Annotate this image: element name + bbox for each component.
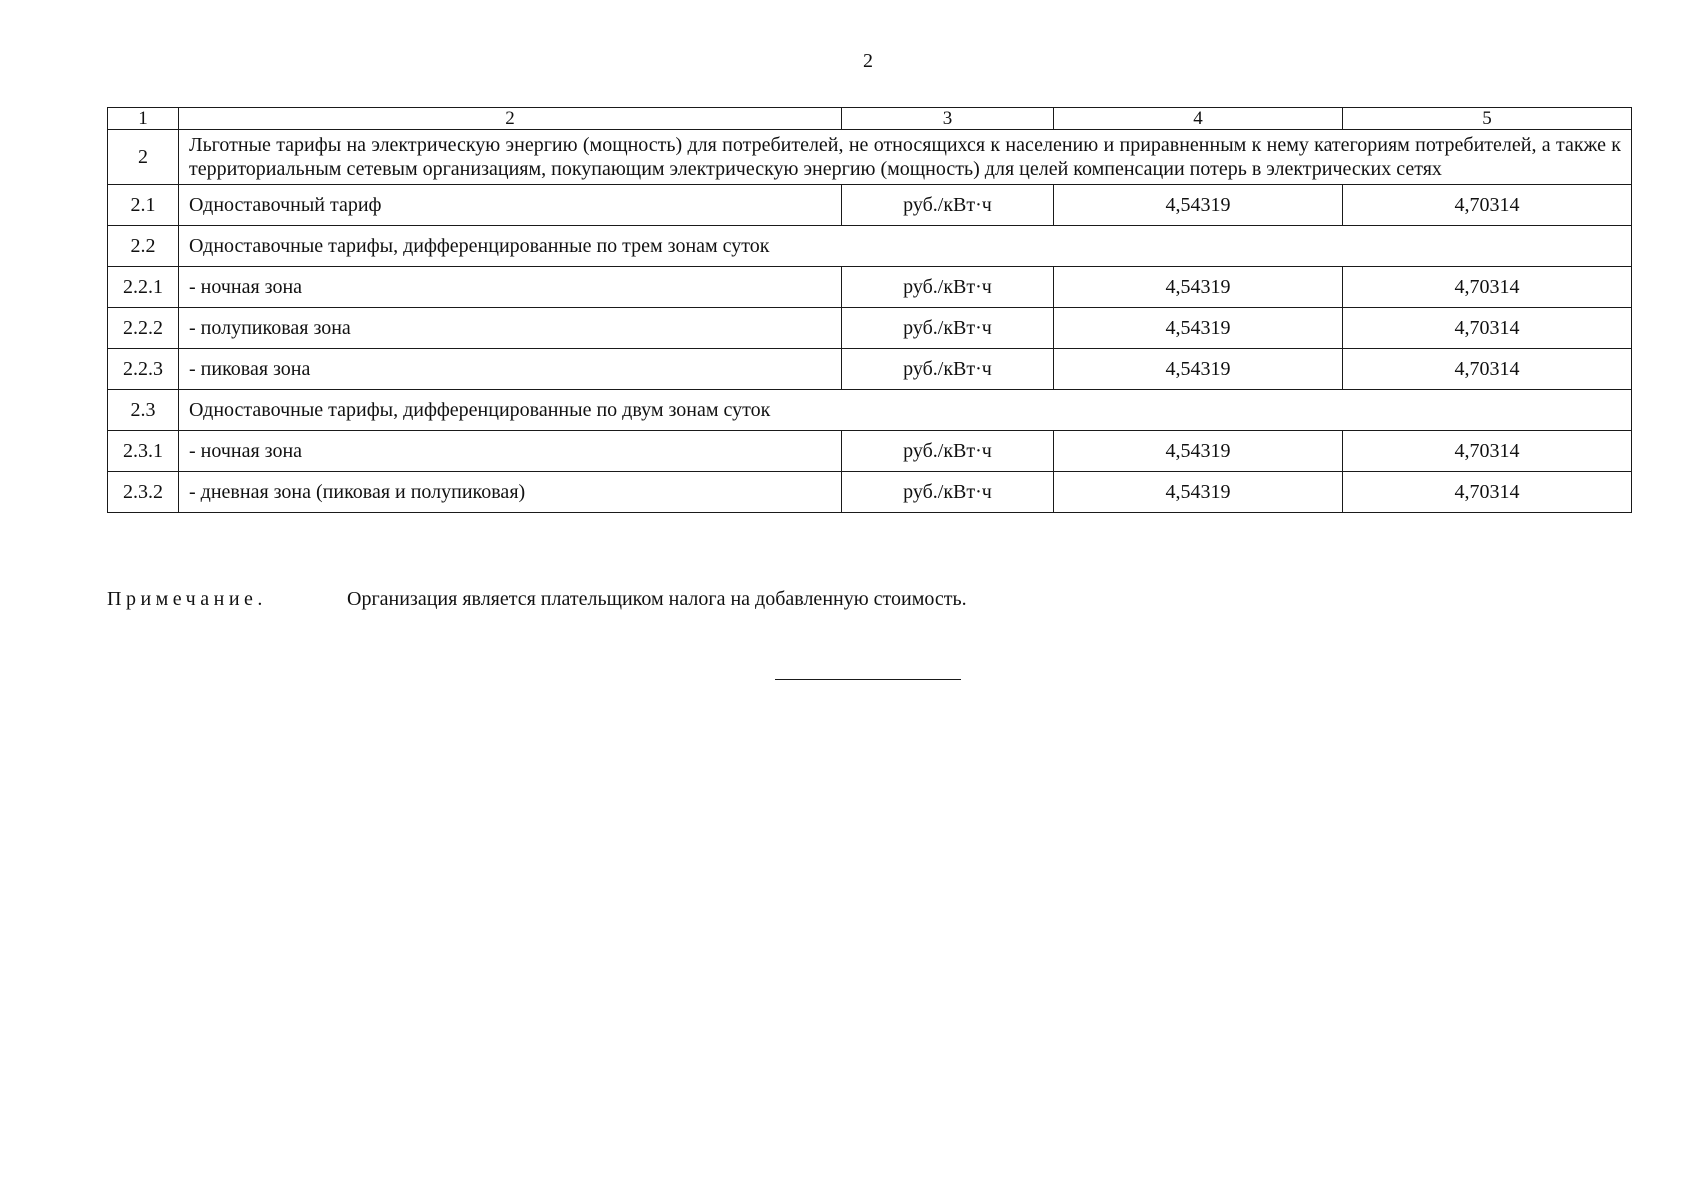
unit-cell: руб./кВт·ч bbox=[842, 431, 1054, 472]
value-cell-col4: 4,54319 bbox=[1054, 472, 1343, 513]
tariff-name: - пиковая зона bbox=[179, 349, 842, 390]
table-row bbox=[108, 472, 1632, 513]
value-cell-col4: 4,54319 bbox=[1054, 267, 1343, 308]
value-cell-col4: 4,54319 bbox=[1054, 431, 1343, 472]
table-row-subsection bbox=[108, 390, 1632, 431]
unit-cell: руб./кВт·ч bbox=[842, 267, 1054, 308]
unit-cell: руб./кВт·ч bbox=[842, 185, 1054, 226]
tariff-table bbox=[107, 107, 1632, 513]
value-cell-col4: 4,54319 bbox=[1054, 308, 1343, 349]
tariff-name: - полупиковая зона bbox=[179, 308, 842, 349]
row-number: 2.3.1 bbox=[108, 431, 179, 472]
value-cell-col5: 4,70314 bbox=[1343, 267, 1632, 308]
value-cell-col5: 4,70314 bbox=[1343, 185, 1632, 226]
tariff-name: Одноставочный тариф bbox=[179, 185, 842, 226]
unit-cell: руб./кВт·ч bbox=[842, 308, 1054, 349]
table-row bbox=[108, 185, 1632, 226]
row-number: 2.3.2 bbox=[108, 472, 179, 513]
row-number: 2.1 bbox=[108, 185, 179, 226]
unit-cell: руб./кВт·ч bbox=[842, 472, 1054, 513]
row-number: 2 bbox=[108, 130, 179, 185]
value-cell-col5: 4,70314 bbox=[1343, 431, 1632, 472]
tariff-name: - ночная зона bbox=[179, 431, 842, 472]
column-number: 1 bbox=[108, 108, 179, 130]
note bbox=[107, 588, 967, 611]
subsection-title: Одноставочные тарифы, дифференцированные по трем зонам суток bbox=[179, 226, 1632, 267]
row-number: 2.2 bbox=[108, 226, 179, 267]
column-number: 2 bbox=[179, 108, 842, 130]
column-number: 4 bbox=[1054, 108, 1343, 130]
row-number: 2.2.3 bbox=[108, 349, 179, 390]
note-text: Организация является плательщиком налога на добавленную стоимость. bbox=[347, 588, 967, 610]
value-cell-col5: 4,70314 bbox=[1343, 472, 1632, 513]
row-number: 2.2.1 bbox=[108, 267, 179, 308]
table-row bbox=[108, 431, 1632, 472]
table-row-subsection bbox=[108, 226, 1632, 267]
row-number: 2.3 bbox=[108, 390, 179, 431]
tariff-name: - дневная зона (пиковая и полупиковая) bbox=[179, 472, 842, 513]
end-separator-line bbox=[775, 679, 961, 680]
table-row bbox=[108, 349, 1632, 390]
column-number-row bbox=[108, 108, 1632, 130]
value-cell-col5: 4,70314 bbox=[1343, 308, 1632, 349]
section-row bbox=[108, 130, 1632, 185]
table-row bbox=[108, 308, 1632, 349]
column-number: 5 bbox=[1343, 108, 1632, 130]
section-title: Льготные тарифы на электрическую энергию (мощность) для потребителей, не относящихся к населению и приравненным к нему категориям потребителей, а также к территориальным сетевым организациям, покупающим электрическую энергию (мощность) для целей компенсации потерь в электрических сетях bbox=[179, 130, 1632, 185]
value-cell-col5: 4,70314 bbox=[1343, 349, 1632, 390]
tariff-name: - ночная зона bbox=[179, 267, 842, 308]
table-row bbox=[108, 267, 1632, 308]
note-label: Примечание. bbox=[107, 588, 267, 610]
unit-cell: руб./кВт·ч bbox=[842, 349, 1054, 390]
page-number: 2 bbox=[863, 50, 873, 72]
value-cell-col4: 4,54319 bbox=[1054, 185, 1343, 226]
subsection-title: Одноставочные тарифы, дифференцированные по двум зонам суток bbox=[179, 390, 1632, 431]
row-number: 2.2.2 bbox=[108, 308, 179, 349]
column-number: 3 bbox=[842, 108, 1054, 130]
value-cell-col4: 4,54319 bbox=[1054, 349, 1343, 390]
